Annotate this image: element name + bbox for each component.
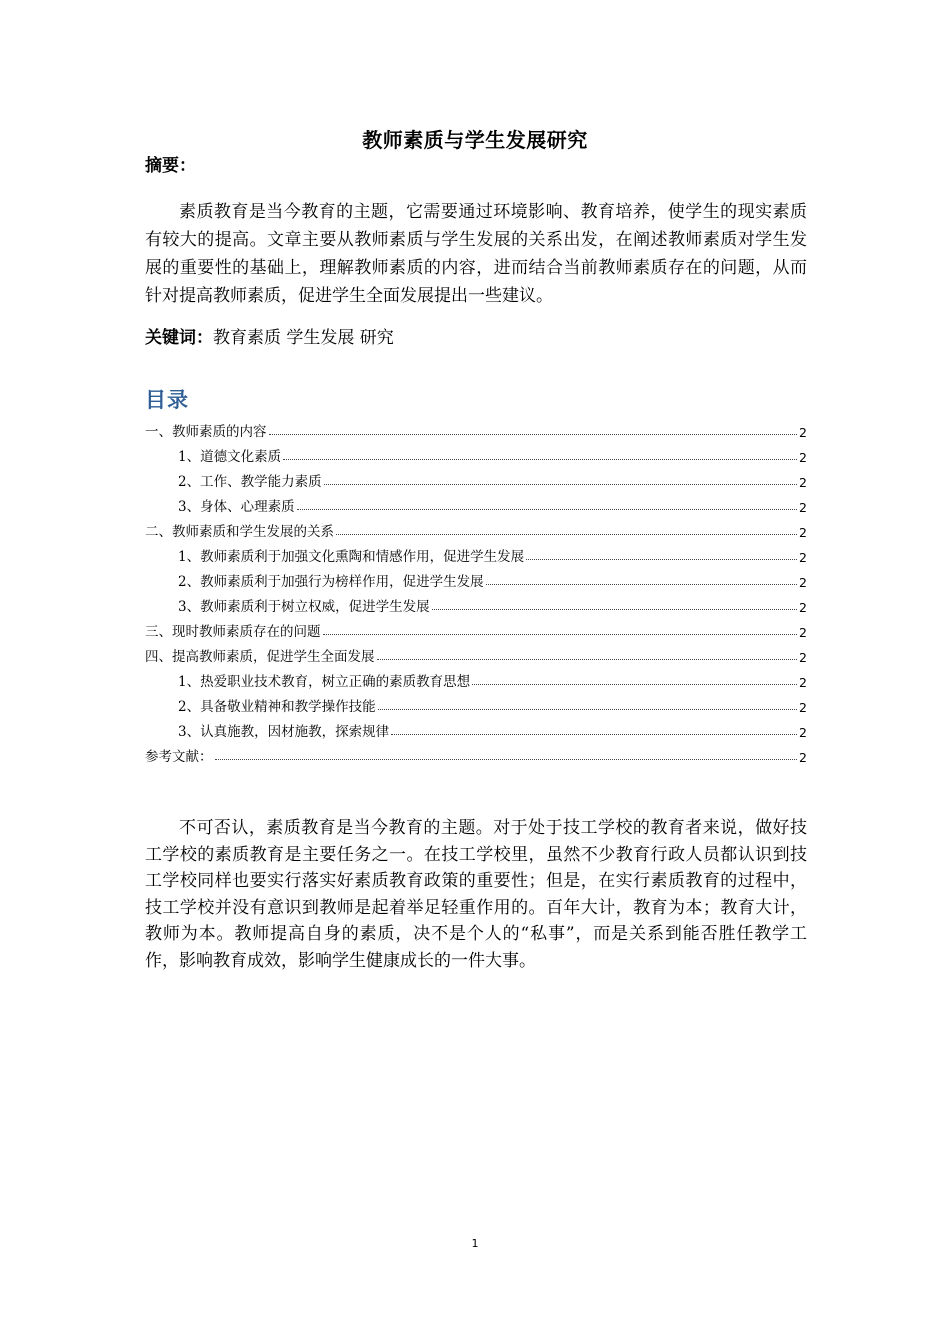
toc-entry-title: 1、道德文化素质	[178, 449, 282, 465]
body-paragraph: 不可否认，素质教育是当今教育的主题。对于处于技工学校的教育者来说，做好技工学校的素质教育是主要任务之一。在技工学校里，虽然不少教育行政人员都认识到技工学校同样也要实行落实好素质教育政策的重要性；但是，在实行素质教育的过程中，技工学校并没有意识到教师是起着举足轻重作用的。百年大计，教育为本；教育大计，教师为本。教师提高自身的素质，决不是个人的“私事”，而是关系到能否胜任教学工作，影响教育成效，影响学生健康成长的一件大事。	[145, 818, 807, 971]
toc-entry-title: 3、教师素质利于树立权威，促进学生发展	[178, 599, 430, 615]
toc-entry-title: 2、工作、教学能力素质	[178, 474, 322, 490]
toc-entry-title: 2、教师素质利于加强行为榜样作用，促进学生发展	[178, 574, 484, 590]
toc-leader-dots	[215, 759, 798, 760]
toc-entry-title: 1、热爱职业技术教育，树立正确的素质教育思想	[178, 674, 471, 690]
toc-entry-page: 2	[799, 450, 807, 465]
toc-leader-dots	[336, 534, 797, 535]
toc-leader-dots	[377, 659, 798, 660]
toc-entry-title: 三、现时教师素质存在的问题	[145, 624, 321, 640]
toc-entry-page: 2	[799, 425, 807, 440]
toc-entry-page: 2	[799, 675, 807, 690]
toc-entry[interactable]	[145, 665, 807, 690]
toc-entry-page: 2	[799, 575, 807, 590]
toc-entry-title: 参考文献：	[145, 749, 213, 765]
toc-entry-page: 2	[799, 650, 807, 665]
toc-entry-page: 2	[799, 725, 807, 740]
toc-heading: 目录	[145, 387, 189, 412]
document-title: 教师素质与学生发展研究	[362, 128, 588, 152]
toc-leader-dots	[269, 434, 798, 435]
toc-entry[interactable]	[145, 590, 807, 615]
toc-entry[interactable]	[145, 740, 807, 765]
toc-entry-page: 2	[799, 500, 807, 515]
toc-entry-page: 2	[799, 750, 807, 765]
keywords-value: 教育素质 学生发展 研究	[213, 328, 394, 348]
toc-entry[interactable]	[145, 465, 807, 490]
toc-entry[interactable]	[145, 515, 807, 540]
toc-entry[interactable]	[145, 565, 807, 590]
toc-entry-title: 3、认真施教，因材施教，探索规律	[178, 724, 390, 740]
toc-leader-dots	[297, 509, 797, 510]
toc-entry-title: 3、身体、心理素质	[178, 499, 295, 515]
toc-entry[interactable]	[145, 415, 807, 440]
keywords-line	[145, 323, 394, 348]
toc-entry-page: 2	[799, 550, 807, 565]
abstract-label: 摘要：	[145, 156, 196, 176]
toc-entry[interactable]	[145, 490, 807, 515]
toc-leader-dots	[378, 709, 797, 710]
toc-entry[interactable]	[145, 615, 807, 640]
toc-entry-title: 1、教师素质利于加强文化熏陶和情感作用，促进学生发展	[178, 549, 525, 565]
toc-entry-title: 二、教师素质和学生发展的关系	[145, 524, 334, 540]
table-of-contents	[145, 415, 807, 765]
toc-leader-dots	[486, 584, 797, 585]
keywords-label: 关键词：	[145, 328, 213, 348]
page-number: 1	[471, 1237, 479, 1250]
toc-entry-page: 2	[799, 525, 807, 540]
toc-entry-page: 2	[799, 475, 807, 490]
toc-entry[interactable]	[145, 640, 807, 665]
toc-leader-dots	[324, 484, 797, 485]
toc-leader-dots	[472, 684, 797, 685]
toc-leader-dots	[526, 559, 797, 560]
toc-entry-page: 2	[799, 700, 807, 715]
toc-entry-title: 一、教师素质的内容	[145, 424, 267, 440]
abstract-text: 素质教育是当今教育的主题，它需要通过环境影响、教育培养，使学生的现实素质有较大的提高。文章主要从教师素质与学生发展的关系出发，在阐述教师素质对学生发展的重要性的基础上，理解教师素质的内容，进而结合当前教师素质存在的问题，从而针对提高教师素质，促进学生全面发展提出一些建议。	[145, 202, 807, 306]
toc-leader-dots	[323, 634, 798, 635]
toc-leader-dots	[283, 459, 797, 460]
toc-entry-title: 2、具备敬业精神和教学操作技能	[178, 699, 376, 715]
toc-entry-page: 2	[799, 600, 807, 615]
toc-entry[interactable]	[145, 440, 807, 465]
toc-leader-dots	[432, 609, 797, 610]
toc-entry[interactable]	[145, 690, 807, 715]
toc-entry-title: 四、提高教师素质，促进学生全面发展	[145, 649, 375, 665]
toc-leader-dots	[391, 734, 797, 735]
toc-entry[interactable]	[145, 540, 807, 565]
toc-entry-page: 2	[799, 625, 807, 640]
toc-entry[interactable]	[145, 715, 807, 740]
